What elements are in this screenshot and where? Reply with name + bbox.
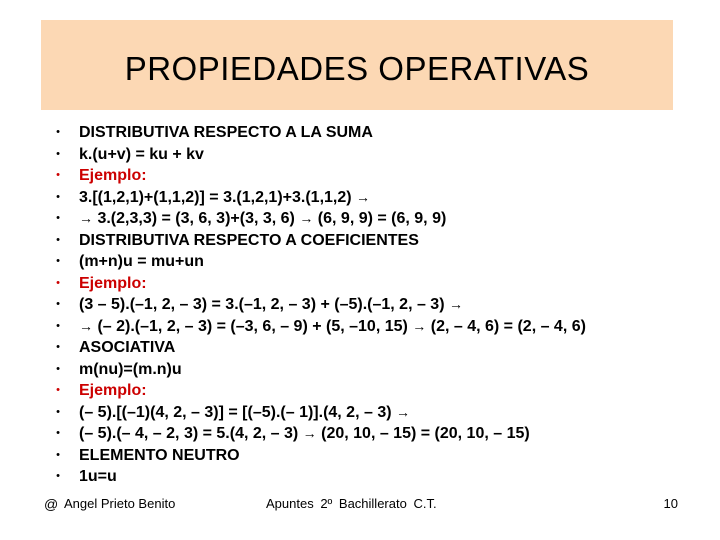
list-item-text: [79, 294, 463, 316]
line-text: 3.[(1,2,1)+(1,1,2)] = 3.(1,2,1)+3.(1,1,2): [79, 188, 352, 206]
list-item: [0, 380, 720, 402]
arrow-right-icon: →: [356, 188, 371, 205]
bullet-list: [0, 122, 720, 488]
line-text: Ejemplo:: [79, 167, 147, 184]
arrow-right-icon: →: [412, 317, 427, 334]
page-number: 10: [663, 496, 678, 511]
list-item-text: [79, 380, 147, 402]
arrow-right-icon: →: [79, 317, 93, 334]
list-item-text: [79, 230, 419, 252]
line-text: (– 5).(– 4, – 2, 3) = 5.(4, 2, – 3): [79, 425, 299, 442]
footer-at-symbol: @: [44, 496, 59, 512]
list-item-text: [79, 337, 175, 359]
title-box: [41, 20, 673, 110]
bullet-marker: •: [56, 427, 60, 439]
bullet-marker: •: [56, 169, 60, 181]
list-item-text: [79, 165, 147, 187]
list-item-text: [79, 423, 530, 445]
line-text: (– 2).(–1, 2, – 3) = (–3, 6, – 9) + (5, –10, 15): [97, 317, 408, 335]
bullet-marker: •: [56, 276, 60, 289]
list-item: [0, 187, 720, 209]
arrow-right-icon: →: [396, 403, 410, 420]
line-text: Ejemplo:: [79, 274, 147, 292]
line-text: m(nu)=(m.n)u: [79, 360, 182, 378]
line-text: Ejemplo:: [79, 382, 147, 399]
list-item: [0, 122, 720, 144]
list-item: [0, 144, 720, 166]
line-text: 1u=u: [79, 468, 117, 485]
bullet-marker: •: [56, 212, 60, 224]
list-item: [0, 423, 720, 445]
list-item: [0, 359, 720, 381]
list-item: [0, 294, 720, 316]
list-item-text: [79, 273, 147, 295]
list-item: [0, 251, 720, 273]
line-text: k.(u+v) = ku + kv: [79, 145, 204, 163]
list-item: [0, 445, 720, 467]
line-text: (20, 10, – 15) = (20, 10, – 15): [321, 425, 530, 442]
arrow-right-icon: →: [302, 425, 317, 441]
bullet-marker: •: [56, 341, 60, 353]
line-text: DISTRIBUTIVA RESPECTO A COEFICIENTES: [79, 231, 419, 249]
line-text: 3.(2,3,3) = (3, 6, 3)+(3, 3, 6): [97, 210, 295, 227]
bullet-marker: •: [56, 319, 60, 332]
list-item-text: [79, 187, 370, 209]
bullet-marker: •: [56, 233, 60, 246]
list-item-text: [79, 402, 410, 424]
list-item: [0, 230, 720, 252]
list-item: [0, 165, 720, 187]
line-text: (2, – 4, 6) = (2, – 4, 6): [430, 317, 586, 335]
list-item: [0, 402, 720, 424]
bullet-marker: •: [56, 384, 60, 396]
list-item: [0, 208, 720, 230]
bullet-marker: •: [56, 298, 60, 310]
list-item-text: [79, 359, 182, 381]
list-item: [0, 337, 720, 359]
line-text: DISTRIBUTIVA RESPECTO A LA SUMA: [79, 124, 373, 141]
line-text: (– 5).[(–1)(4, 2, – 3)] = [(–5).(– 1)].(4, 2, – 3): [79, 403, 392, 421]
slide-title: PROPIEDADES OPERATIVAS: [124, 50, 590, 87]
footer-author: Angel Prieto Benito: [64, 496, 176, 511]
bullet-marker: •: [56, 126, 60, 138]
bullet-marker: •: [56, 362, 60, 375]
line-text: (m+n)u = mu+un: [79, 253, 204, 270]
line-text: ASOCIATIVA: [79, 339, 176, 356]
bullet-marker: •: [56, 190, 60, 203]
arrow-right-icon: →: [79, 210, 93, 226]
list-item-text: [79, 466, 117, 488]
list-item: [0, 316, 720, 338]
footer-course: Apuntes 2º Bachillerato C.T.: [266, 496, 437, 511]
list-item-text: [79, 122, 373, 144]
list-item-text: [79, 208, 446, 230]
bullet-marker: •: [56, 405, 60, 418]
bullet-marker: •: [56, 255, 60, 267]
list-item-text: [79, 445, 240, 467]
arrow-right-icon: →: [448, 296, 463, 312]
line-text: ELEMENTO NEUTRO: [79, 446, 240, 464]
list-item-text: [79, 251, 204, 273]
bullet-marker: •: [56, 147, 60, 160]
list-item: [0, 466, 720, 488]
list-item-text: [79, 316, 586, 338]
list-item: [0, 273, 720, 295]
line-text: (3 – 5).(–1, 2, – 3) = 3.(–1, 2, – 3) + (–5).(–1, 2, – 3): [79, 296, 445, 313]
line-text: (6, 9, 9) = (6, 9, 9): [317, 210, 447, 227]
bullet-marker: •: [56, 448, 60, 461]
bullet-marker: •: [56, 470, 60, 482]
arrow-right-icon: →: [299, 210, 314, 226]
list-item-text: [79, 144, 204, 166]
footer: [0, 494, 720, 514]
